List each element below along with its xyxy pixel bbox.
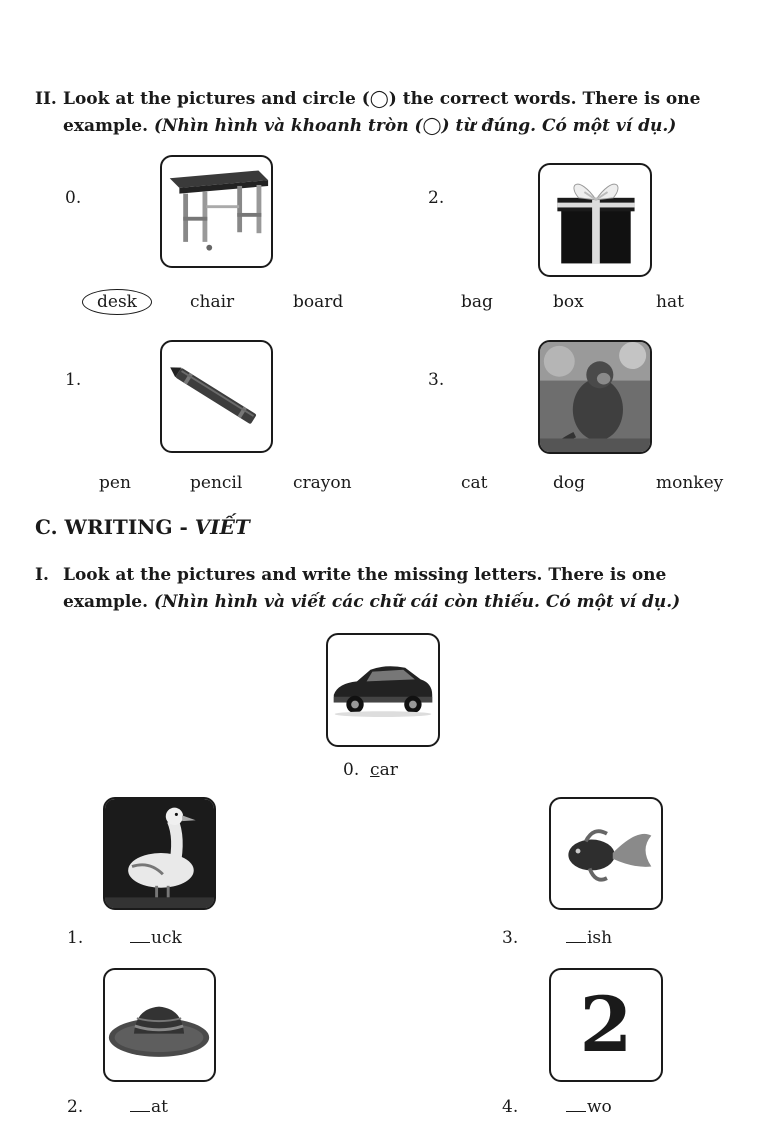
item-1-label: 1. — [65, 370, 82, 390]
item-0-label: 0. — [65, 188, 82, 208]
car-picture-frame — [326, 633, 440, 747]
option-dog[interactable]: dog — [553, 473, 585, 493]
example-label: 0. — [343, 760, 360, 780]
option-pencil[interactable]: pencil — [190, 473, 243, 493]
option-desk-circled[interactable]: desk — [82, 289, 152, 315]
part1-line2-vi: (Nhìn hình và viết các chữ cái còn thiếu. Có một ví dụ.) — [153, 592, 681, 612]
car-icon — [328, 635, 438, 745]
write-item-2-label: 2. — [67, 1097, 84, 1117]
option-chair[interactable]: chair — [190, 292, 235, 312]
part2-instructions — [35, 86, 747, 140]
option-board[interactable]: board — [293, 292, 344, 312]
write-item-2-answer[interactable] — [130, 1097, 168, 1117]
option-pen[interactable]: pen — [99, 473, 131, 493]
blank-line[interactable] — [566, 1097, 586, 1112]
example-rest: ar — [379, 760, 398, 780]
item-3-label: 3. — [428, 370, 445, 390]
number-two-picture-frame — [549, 968, 663, 1082]
write-item-3-answer[interactable] — [566, 928, 612, 948]
part1-line2-en: example. — [63, 592, 149, 612]
write-item-1-label: 1. — [67, 928, 84, 948]
part2-line1: Look at the pictures and circle (◯) the correct words. There is one — [63, 89, 701, 109]
write-item-3-suffix: ish — [587, 928, 613, 948]
part1-instructions — [35, 562, 747, 616]
fish-picture-frame — [549, 797, 663, 910]
number-two-icon: 2 — [579, 980, 633, 1069]
section-c-title-vi: VIẾT — [194, 515, 250, 539]
write-item-4-answer[interactable] — [566, 1097, 612, 1117]
duck-picture-frame — [103, 797, 216, 910]
option-bag[interactable]: bag — [461, 292, 493, 312]
write-item-3-label: 3. — [502, 928, 519, 948]
blank-line[interactable] — [130, 928, 150, 943]
example-first-letter: c — [370, 760, 380, 780]
part1-line1: Look at the pictures and write the missing letters. There is one — [63, 565, 667, 585]
crayon-icon — [162, 342, 271, 451]
gift-box-picture-frame — [538, 163, 652, 277]
blank-line[interactable] — [566, 928, 586, 943]
write-item-4-label: 4. — [502, 1097, 519, 1117]
example-answer — [343, 760, 398, 780]
hat-picture-frame — [103, 968, 216, 1082]
option-monkey[interactable]: monkey — [656, 473, 724, 493]
duck-icon — [105, 799, 214, 908]
write-item-4-suffix: wo — [587, 1097, 612, 1117]
option-box[interactable]: box — [553, 292, 584, 312]
item-2-label: 2. — [428, 188, 445, 208]
write-item-2-suffix: at — [151, 1097, 168, 1117]
option-hat[interactable]: hat — [656, 292, 684, 312]
section-c-title-en: C. WRITING - — [35, 515, 188, 539]
monkey-icon — [540, 342, 650, 452]
write-item-1-suffix: uck — [151, 928, 182, 948]
write-item-1-answer[interactable] — [130, 928, 182, 948]
option-cat[interactable]: cat — [461, 473, 488, 493]
option-crayon[interactable]: crayon — [293, 473, 352, 493]
desk-icon — [162, 157, 271, 266]
monkey-picture-frame — [538, 340, 652, 454]
fish-icon — [551, 799, 661, 908]
part1-number: I. — [35, 565, 49, 585]
gift-box-icon — [540, 165, 650, 275]
desk-picture-frame — [160, 155, 273, 268]
part2-line2-en: example. — [63, 116, 149, 136]
part2-line2-vi: (Nhìn hình và khoanh tròn (◯) từ đúng. Có một ví dụ.) — [153, 116, 677, 136]
crayon-picture-frame — [160, 340, 273, 453]
section-c-title — [35, 515, 250, 539]
part2-number: II. — [35, 89, 57, 109]
blank-line[interactable] — [130, 1097, 150, 1112]
hat-icon — [105, 970, 214, 1080]
